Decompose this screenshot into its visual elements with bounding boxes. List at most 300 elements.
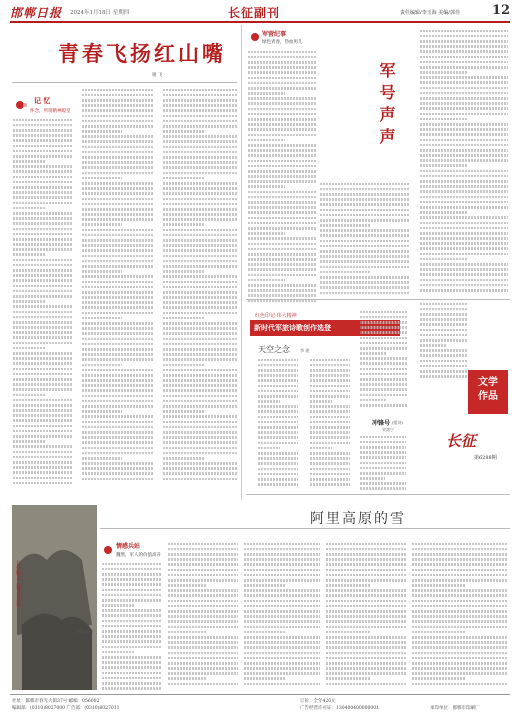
- sculpture-photo: [12, 505, 97, 690]
- military-subheading: 绿色青春，热血男儿: [262, 40, 303, 45]
- text-line: [420, 344, 446, 347]
- text-line: [163, 405, 237, 408]
- text-line: [360, 383, 408, 386]
- text-line: [258, 379, 298, 382]
- text-line: [168, 620, 238, 623]
- text-line: [360, 342, 408, 345]
- text-line: [248, 211, 316, 214]
- text-line: [248, 185, 285, 188]
- text-line: [244, 667, 320, 670]
- military-column-3: [420, 27, 508, 297]
- text-line: [310, 436, 350, 439]
- text-line: [412, 683, 508, 686]
- article-column-2: [82, 86, 154, 486]
- text-line: [168, 610, 238, 613]
- text-line: [13, 181, 73, 184]
- text-line: [258, 400, 280, 403]
- text-line: [310, 410, 350, 413]
- text-line: [310, 359, 350, 362]
- text-line: [412, 641, 508, 644]
- text-line: [163, 161, 237, 164]
- text-line: [248, 196, 316, 199]
- military-column-2: [320, 180, 410, 295]
- text-line: [82, 244, 154, 247]
- text-line: [82, 405, 154, 408]
- text-line: [320, 286, 410, 289]
- text-line: [82, 410, 122, 413]
- text-line: [258, 452, 298, 455]
- text-line: [13, 321, 73, 324]
- text-line: [258, 483, 298, 486]
- text-line: [82, 348, 154, 351]
- text-line: [320, 224, 370, 227]
- text-line: [420, 334, 468, 337]
- text-line: [82, 389, 154, 392]
- text-line: [244, 584, 286, 587]
- text-line: [420, 360, 468, 363]
- text-line: [13, 471, 73, 474]
- text-line: [13, 212, 73, 215]
- text-line: [82, 436, 154, 439]
- text-line: [326, 574, 406, 577]
- text-line: [412, 652, 508, 655]
- text-line: [412, 553, 508, 556]
- text-line: [82, 343, 154, 346]
- text-line: [13, 409, 73, 412]
- text-line: [163, 208, 237, 211]
- text-line: [412, 610, 508, 613]
- text-line: [82, 166, 154, 169]
- text-line: [13, 347, 46, 350]
- text-line: [102, 620, 162, 623]
- article-column-1: [13, 116, 73, 486]
- text-line: [168, 646, 238, 649]
- text-line: [360, 362, 408, 365]
- column-divider: [241, 25, 242, 500]
- poem2-title: 冲锋号: [372, 420, 391, 427]
- text-line: [326, 626, 406, 629]
- text-line: [13, 357, 73, 360]
- text-line: [360, 399, 386, 402]
- text-line: [248, 160, 316, 163]
- text-line: [163, 400, 237, 403]
- text-line: [248, 66, 316, 69]
- text-line: [163, 343, 237, 346]
- text-line: [13, 134, 73, 137]
- page-number: 12: [492, 3, 511, 18]
- photo-caption: 长征路上《遵义会议》: [15, 560, 21, 610]
- text-line: [320, 183, 410, 186]
- text-line: [310, 379, 350, 382]
- text-line: [102, 666, 162, 669]
- text-line: [102, 573, 162, 576]
- text-line: [420, 66, 508, 69]
- text-line: [102, 687, 162, 690]
- text-line: [13, 477, 73, 480]
- text-line: [102, 656, 162, 659]
- text-line: [420, 206, 508, 209]
- text-line: [244, 636, 320, 639]
- text-line: [13, 238, 73, 241]
- text-line: [163, 249, 237, 252]
- text-line: [412, 672, 508, 675]
- text-line: [360, 394, 408, 397]
- text-line: [420, 329, 468, 332]
- text-line: [412, 662, 508, 665]
- text-line: [163, 172, 237, 175]
- text-line: [310, 374, 350, 377]
- text-line: [326, 579, 406, 582]
- text-line: [420, 170, 508, 173]
- text-line: [360, 456, 406, 459]
- text-line: [163, 358, 237, 361]
- text-line: [248, 149, 316, 152]
- text-line: [420, 201, 508, 204]
- text-line: [163, 369, 237, 372]
- text-line: [168, 558, 238, 561]
- text-line: [82, 260, 154, 263]
- literature-label-1: 文学: [478, 377, 498, 388]
- text-line: [168, 569, 238, 572]
- poem2-verse-3: [360, 433, 406, 491]
- text-line: [310, 457, 350, 460]
- text-line: [360, 404, 408, 407]
- text-line: [310, 483, 350, 486]
- text-line: [163, 421, 237, 424]
- text-line: [82, 301, 154, 304]
- text-line: [163, 244, 237, 247]
- text-line: [248, 97, 316, 100]
- text-line: [360, 467, 406, 470]
- article-byline: 谢 飞: [152, 73, 163, 78]
- text-line: [163, 281, 237, 284]
- text-line: [13, 228, 73, 231]
- text-line: [163, 239, 237, 242]
- emotion-column-2: [168, 540, 238, 690]
- text-line: [82, 478, 154, 481]
- text-line: [326, 636, 406, 639]
- text-line: [13, 139, 73, 142]
- text-line: [320, 260, 410, 263]
- text-line: [82, 369, 154, 372]
- text-line: [82, 364, 122, 367]
- text-line: [248, 289, 316, 292]
- text-line: [82, 281, 154, 284]
- text-line: [244, 677, 286, 680]
- text-line: [82, 229, 154, 232]
- text-line: [420, 123, 508, 126]
- text-line: [320, 271, 370, 274]
- text-line: [163, 467, 237, 470]
- poem-verse-1: [258, 356, 298, 491]
- text-line: [412, 677, 465, 680]
- text-line: [258, 410, 298, 413]
- text-line: [320, 229, 410, 232]
- text-line: [320, 255, 410, 258]
- text-line: [412, 584, 465, 587]
- text-line: [420, 227, 508, 230]
- text-line: [360, 446, 406, 449]
- memory-heading: 记 忆: [34, 96, 51, 105]
- text-line: [420, 180, 508, 183]
- footer-ad: 广告经营许可证：130400400000001: [300, 706, 379, 711]
- text-line: [82, 172, 154, 175]
- text-line: [163, 140, 237, 143]
- mid-divider: [246, 299, 510, 300]
- text-line: [360, 352, 386, 355]
- text-line: [13, 336, 73, 339]
- text-line: [13, 305, 73, 308]
- text-line: [163, 255, 237, 258]
- text-line: [310, 473, 350, 476]
- newspaper-logo: 邯郸日报: [10, 6, 63, 20]
- text-line: [248, 243, 316, 246]
- text-line: [248, 191, 316, 194]
- text-line: [13, 466, 73, 469]
- text-line: [320, 245, 410, 248]
- text-line: [13, 399, 73, 402]
- text-line: [420, 303, 468, 306]
- text-line: [420, 71, 468, 74]
- text-line: [13, 124, 73, 127]
- text-line: [13, 176, 73, 179]
- text-line: [163, 317, 204, 320]
- text-line: [420, 97, 508, 100]
- footer-rule: [10, 694, 510, 695]
- text-line: [163, 431, 237, 434]
- text-line: [168, 579, 238, 582]
- text-line: [13, 160, 46, 163]
- text-line: [163, 104, 237, 107]
- text-line: [82, 125, 154, 128]
- text-line: [13, 451, 73, 454]
- text-line: [244, 662, 320, 665]
- text-line: [82, 457, 122, 460]
- text-line: [82, 400, 154, 403]
- text-line: [13, 253, 46, 256]
- text-line: [310, 405, 350, 408]
- issue-date: 2024年1月18日 星期四: [70, 10, 130, 16]
- text-line: [82, 384, 154, 387]
- text-line: [82, 296, 154, 299]
- text-line: [420, 113, 508, 116]
- text-line: [320, 203, 410, 206]
- text-line: [102, 578, 162, 581]
- text-line: [412, 631, 465, 634]
- text-line: [244, 579, 320, 582]
- text-line: [420, 139, 508, 142]
- text-line: [412, 636, 508, 639]
- text-line: [420, 318, 468, 321]
- poem-verse-2: [310, 356, 350, 491]
- text-line: [258, 359, 298, 362]
- text-line: [82, 286, 154, 289]
- text-line: [420, 339, 468, 342]
- text-line: [420, 92, 508, 95]
- text-line: [420, 349, 468, 352]
- text-line: [82, 255, 154, 258]
- text-line: [360, 487, 406, 490]
- text-line: [163, 312, 237, 315]
- text-line: [163, 177, 204, 180]
- text-line: [102, 630, 162, 633]
- text-line: [163, 265, 237, 268]
- military-kicker: 军营纪事: [262, 31, 287, 38]
- text-line: [412, 646, 508, 649]
- text-line: [82, 146, 154, 149]
- text-line: [168, 553, 238, 556]
- text-line: [168, 641, 238, 644]
- text-line: [82, 327, 154, 330]
- text-line: [163, 99, 237, 102]
- text-line: [244, 672, 320, 675]
- text-line: [13, 456, 73, 459]
- text-line: [360, 311, 408, 314]
- text-line: [412, 543, 508, 546]
- text-line: [420, 196, 508, 199]
- text-line: [13, 129, 73, 132]
- text-line: [320, 219, 410, 222]
- text-line: [163, 229, 237, 232]
- text-line: [163, 125, 237, 128]
- title-divider: [12, 82, 237, 83]
- text-line: [320, 250, 410, 253]
- text-line: [168, 662, 238, 665]
- text-line: [82, 218, 154, 221]
- text-line: [82, 312, 154, 315]
- text-line: [244, 605, 320, 608]
- text-line: [102, 635, 162, 638]
- text-line: [163, 275, 237, 278]
- banner-main: 新时代军旅诗歌创作选登: [250, 320, 400, 336]
- text-line: [13, 274, 73, 277]
- text-line: [163, 415, 237, 418]
- text-line: [163, 260, 237, 263]
- text-line: [82, 291, 154, 294]
- text-line: [248, 180, 316, 183]
- text-line: [163, 426, 237, 429]
- text-line: [82, 265, 154, 268]
- text-line: [310, 385, 350, 388]
- text-line: [13, 269, 73, 272]
- text-line: [102, 583, 162, 586]
- text-line: [326, 672, 406, 675]
- text-line: [420, 185, 508, 188]
- text-line: [82, 462, 154, 465]
- text-line: [82, 426, 154, 429]
- text-line: [13, 404, 73, 407]
- text-line: [163, 115, 237, 118]
- text-line: [168, 605, 238, 608]
- text-line: [13, 414, 73, 417]
- text-line: [326, 610, 406, 613]
- text-line: [13, 300, 46, 303]
- text-line: [82, 198, 154, 201]
- text-line: [420, 354, 468, 357]
- text-line: [326, 553, 406, 556]
- text-line: [102, 568, 162, 571]
- text-line: [82, 431, 154, 434]
- text-line: [258, 436, 298, 439]
- text-line: [82, 203, 154, 206]
- text-line: [102, 646, 162, 649]
- section-title: 长征副刊: [228, 6, 281, 20]
- text-line: [258, 364, 298, 367]
- text-line: [248, 165, 316, 168]
- text-line: [420, 133, 508, 136]
- text-line: [412, 600, 508, 603]
- text-line: [13, 368, 73, 371]
- footer-address: 社址：邯郸市春光大街37号 邮编：056002: [12, 699, 100, 704]
- text-line: [13, 165, 73, 168]
- text-line: [420, 107, 508, 110]
- text-line: [420, 76, 508, 79]
- text-line: [244, 569, 320, 572]
- text-line: [248, 61, 316, 64]
- text-line: [310, 416, 350, 419]
- text-line: [163, 218, 237, 221]
- text-line: [420, 211, 468, 214]
- text-line: [168, 683, 238, 686]
- text-line: [420, 375, 468, 378]
- text-line: [310, 426, 350, 429]
- text-line: [420, 263, 508, 266]
- text-line: [420, 237, 508, 240]
- text-line: [82, 135, 154, 138]
- text-line: [320, 281, 410, 284]
- text-line: [13, 419, 73, 422]
- text-line: [420, 61, 508, 64]
- text-line: [310, 431, 350, 434]
- text-line: [82, 467, 154, 470]
- text-line: [310, 421, 350, 424]
- footer-price: 订价：全年420元: [300, 699, 336, 704]
- text-line: [168, 584, 207, 587]
- text-line: [326, 677, 370, 680]
- text-line: [420, 365, 468, 368]
- text-line: [326, 620, 406, 623]
- poem2-suffix: (组诗): [392, 420, 404, 425]
- text-line: [420, 118, 468, 121]
- text-line: [248, 206, 316, 209]
- text-line: [244, 652, 320, 655]
- text-line: [163, 198, 237, 201]
- text-line: [420, 40, 508, 43]
- text-line: [13, 191, 73, 194]
- text-line: [420, 154, 508, 157]
- text-line: [412, 667, 508, 670]
- text-line: [82, 130, 122, 133]
- text-line: [82, 421, 154, 424]
- text-line: [360, 331, 408, 334]
- text-line: [248, 248, 316, 251]
- text-line: [320, 240, 410, 243]
- text-line: [420, 102, 508, 105]
- text-line: [360, 451, 406, 454]
- text-line: [82, 332, 154, 335]
- text-line: [102, 682, 162, 685]
- text-line: [420, 284, 508, 287]
- text-line: [244, 553, 320, 556]
- text-line: [248, 71, 316, 74]
- ali-title: 阿里高原的雪: [310, 511, 406, 527]
- text-line: [163, 192, 237, 195]
- text-line: [326, 569, 406, 572]
- text-line: [13, 430, 73, 433]
- text-line: [248, 170, 316, 173]
- text-line: [248, 77, 316, 80]
- text-line: [360, 378, 408, 381]
